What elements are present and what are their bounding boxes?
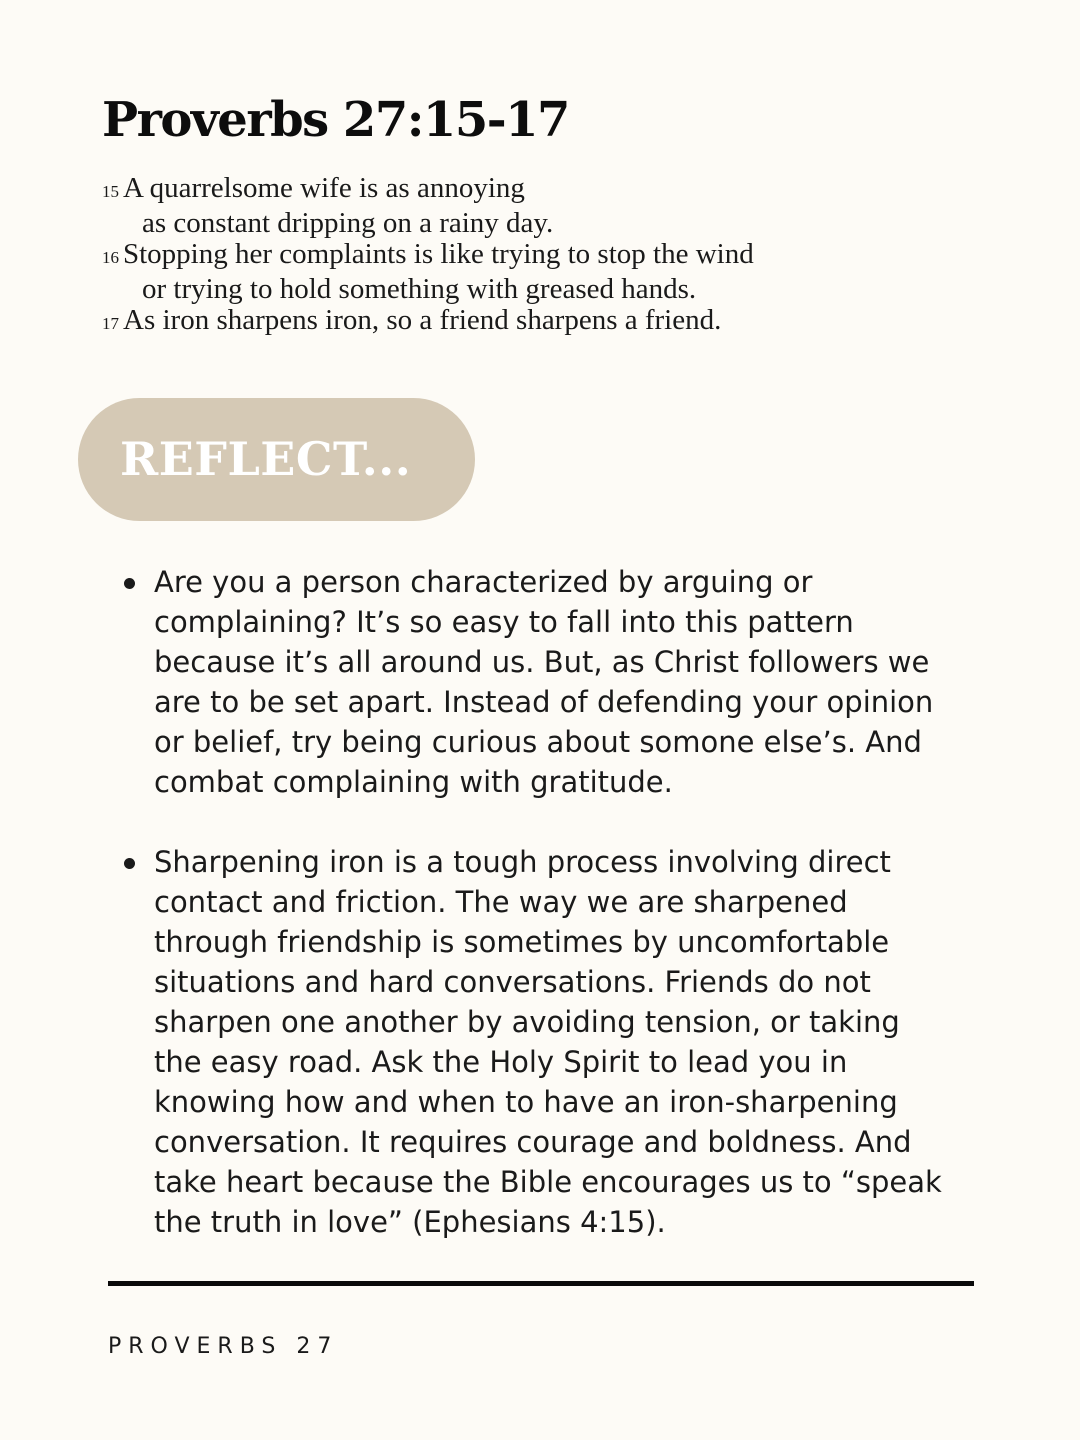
verse-15-line-2: as constant dripping on a rainy day. bbox=[142, 206, 554, 239]
list-item-line: knowing how and when to have an iron-sharpening bbox=[154, 1085, 898, 1119]
reflect-badge bbox=[78, 398, 475, 521]
verse-number: 15 bbox=[102, 182, 119, 201]
list-item-line: conversation. It requires courage and boldness. And bbox=[154, 1125, 912, 1159]
verse-number: 17 bbox=[102, 314, 119, 333]
reflection-list bbox=[154, 562, 994, 1242]
footer-label: PROVERBS 27 bbox=[108, 1334, 339, 1359]
verse-text: A quarrelsome wife is as annoying bbox=[123, 172, 525, 204]
list-item bbox=[154, 562, 994, 802]
page-title: Proverbs 27:15-17 bbox=[102, 92, 569, 148]
list-item bbox=[154, 842, 994, 1242]
list-item-line: sharpen one another by avoiding tension, or taking bbox=[154, 1005, 900, 1039]
verse-number: 16 bbox=[102, 248, 119, 267]
verse-15-line-1 bbox=[102, 173, 922, 208]
verse-text: Stopping her complaints is like trying to stop the wind bbox=[123, 238, 754, 270]
reflect-label: REFLECT... bbox=[120, 432, 412, 486]
list-item-line: complaining? It’s so easy to fall into this pattern bbox=[154, 605, 854, 639]
verse-text: As iron sharpens iron, so a friend sharpens a friend. bbox=[123, 304, 722, 336]
list-item-line: the easy road. Ask the Holy Spirit to lead you in bbox=[154, 1045, 848, 1079]
verse-17-line-1 bbox=[102, 305, 922, 340]
list-item-line: through friendship is sometimes by uncomfortable bbox=[154, 925, 890, 959]
list-item-line: or belief, try being curious about somone else’s. And bbox=[154, 725, 922, 759]
scripture-passage bbox=[102, 173, 922, 340]
bullet-dot-icon bbox=[124, 858, 135, 869]
list-item-line: the truth in love” (Ephesians 4:15). bbox=[154, 1205, 666, 1239]
list-item-line: Sharpening iron is a tough process involving direct bbox=[154, 845, 891, 879]
list-item-line: situations and hard conversations. Friends do not bbox=[154, 965, 871, 999]
bullet-dot-icon bbox=[124, 578, 135, 589]
verse-16-line-1 bbox=[102, 239, 922, 274]
verse-16-line-2: or trying to hold something with greased hands. bbox=[142, 272, 697, 305]
list-item-line: combat complaining with gratitude. bbox=[154, 765, 673, 799]
list-item-line: are to be set apart. Instead of defending your opinion bbox=[154, 685, 934, 719]
divider bbox=[108, 1281, 974, 1286]
list-item-line: take heart because the Bible encourages us to “speak bbox=[154, 1165, 942, 1199]
list-item-line: because it’s all around us. But, as Christ followers we bbox=[154, 645, 930, 679]
list-item-line: Are you a person characterized by arguing or bbox=[154, 565, 813, 599]
list-item-line: contact and friction. The way we are sharpened bbox=[154, 885, 848, 919]
